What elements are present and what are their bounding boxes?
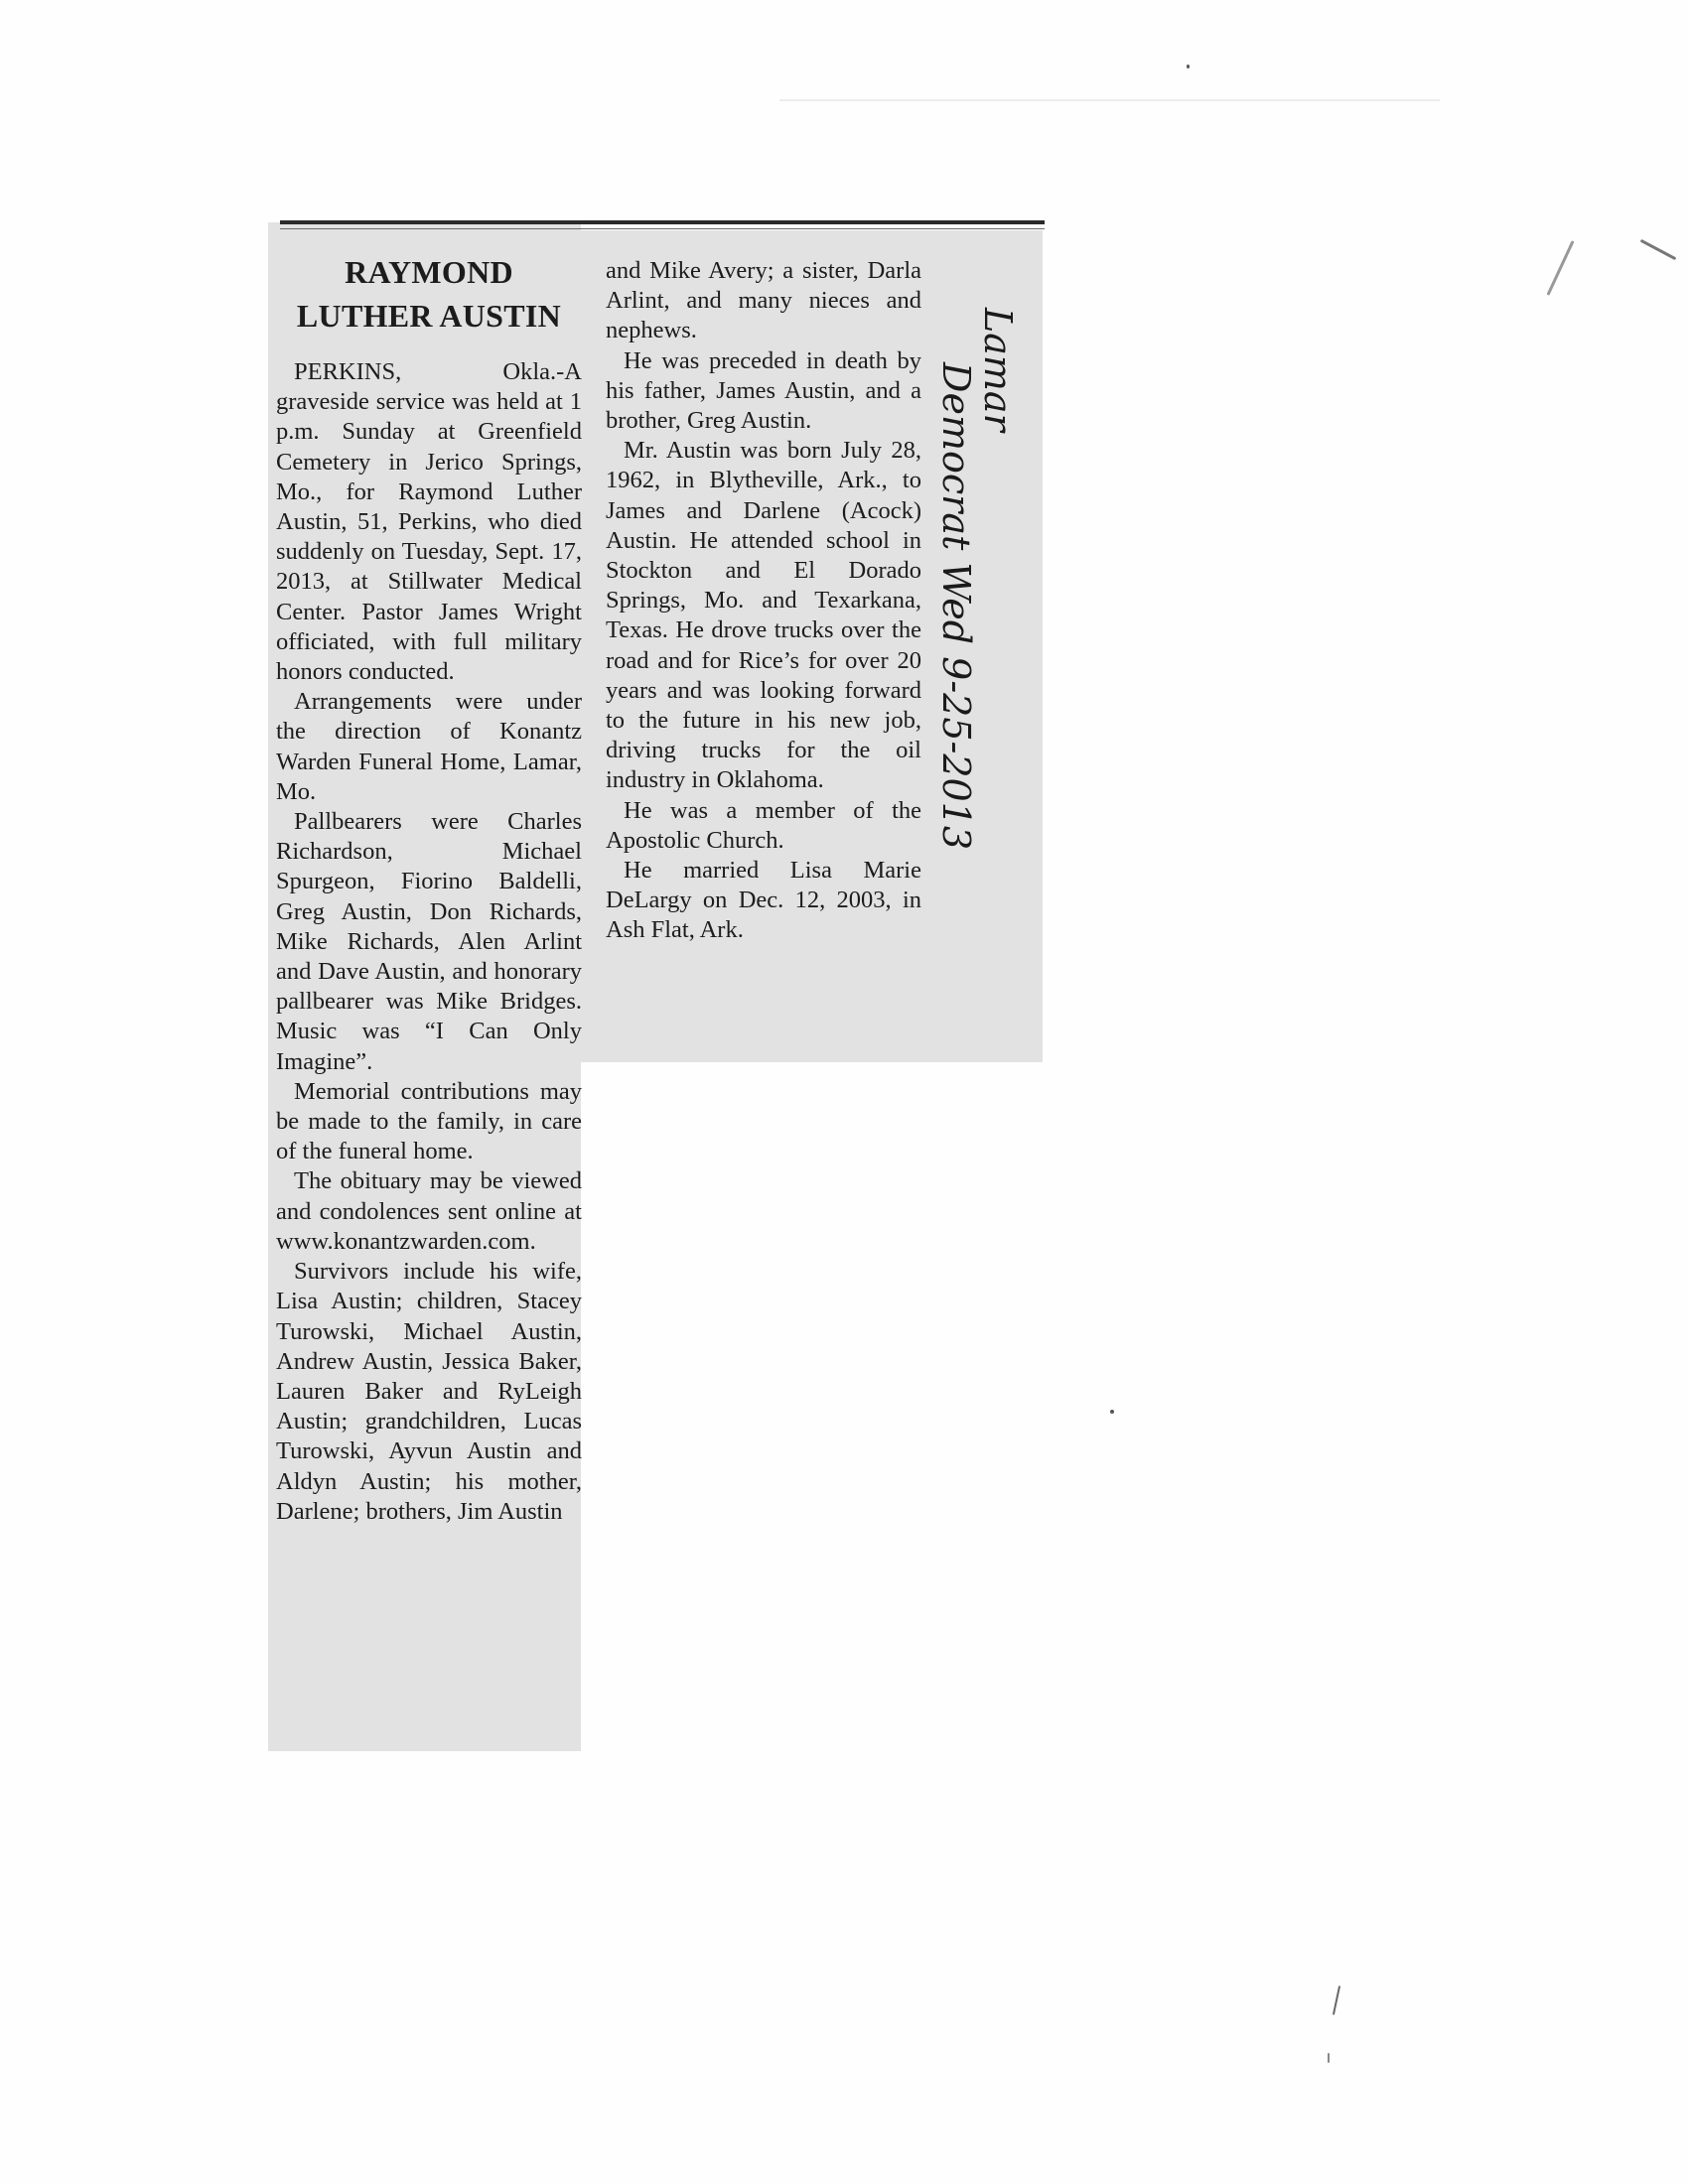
paragraph-online: The obituary may be viewed and condolences sent online at www.konantzwarden.com. (276, 1167, 582, 1255)
scan-speck (1187, 65, 1190, 68)
paragraph-pallbearers: Pallbearers were Charles Richardson, Michael Spurgeon, Fiorino Baldelli, Greg Austin, Don Richards, Mike Richards, Alen Arlint and Dave Austin, and honorary pallbearer was Mike Bridges. Music was “I Can Only Imagine”. (276, 808, 582, 1075)
obituary-column-1 (276, 250, 582, 1527)
paragraph-survivors: Survivors include his wife, Lisa Austin; children, Stacey Turowski, Michael Austin, Andrew Austin, Jessica Baker, Lauren Baker and RyLeigh Austin; grandchildren, Lucas Turowski, Ayvun Austin and Aldyn Austin; his mother, Darlene; brothers, Jim Austin (276, 1258, 582, 1525)
scan-mark (1328, 2053, 1330, 2063)
paragraph-biography: Mr. Austin was born July 28, 1962, in Blytheville, Ark., to James and Darlene (Acock) Austin. He attended school in Stockton and El Dorado Springs, Mo. and Texarkana, Texas. He drove trucks over the road and for Rice’s for over 20 years and was looking forward to the future in his new job, driving trucks for the oil industry in Oklahoma. (606, 437, 921, 794)
scan-mark (1333, 1985, 1340, 2015)
clipping-top-rule-thin (280, 228, 1045, 229)
bleed-through-rule (779, 99, 1440, 101)
paragraph-preceded: He was preceded in death by his father, James Austin, and a brother, Greg Austin. (606, 346, 921, 435)
handwriting-line-2: Democrat Wed 9-25-2013 (934, 362, 978, 851)
scan-mark (1640, 239, 1677, 260)
paragraph-memorials: Memorial contributions may be made to the family, in care of the funeral home. (276, 1077, 582, 1165)
paragraph-survivors-cont: and Mike Avery; a sister, Darla Arlint, and many nieces and nephews. (606, 257, 921, 344)
headline-line-1: RAYMOND (345, 254, 513, 290)
obituary-column-2 (606, 256, 921, 946)
handwritten-annotation (928, 308, 1077, 1003)
paragraph-service: PERKINS, Okla.-A graveside service was held at 1 p.m. Sunday at Greenfield Cemetery in Jerico Springs, Mo., for Raymond Luther Austin, 51, Perkins, who died suddenly on Tuesday, Sept. 17, 2013, at Stillwater Medical Center. Pastor James Wright officiated, with full military honors conducted. (276, 358, 582, 686)
paragraph-church: He was a member of the Apostolic Church. (606, 796, 921, 854)
clipping-top-rule (280, 220, 1045, 224)
scan-mark (1546, 240, 1574, 296)
paragraph-marriage: He married Lisa Marie DeLargy on Dec. 12, 2003, in Ash Flat, Ark. (606, 857, 921, 944)
obituary-headline (276, 250, 582, 338)
headline-line-2: LUTHER AUSTIN (296, 298, 562, 334)
scan-speck (1110, 1410, 1114, 1414)
paragraph-arrangements: Arrangements were under the direction of Konantz Warden Funeral Home, Lamar, Mo. (276, 688, 582, 805)
handwriting-line-1: Lamar (976, 308, 1020, 432)
